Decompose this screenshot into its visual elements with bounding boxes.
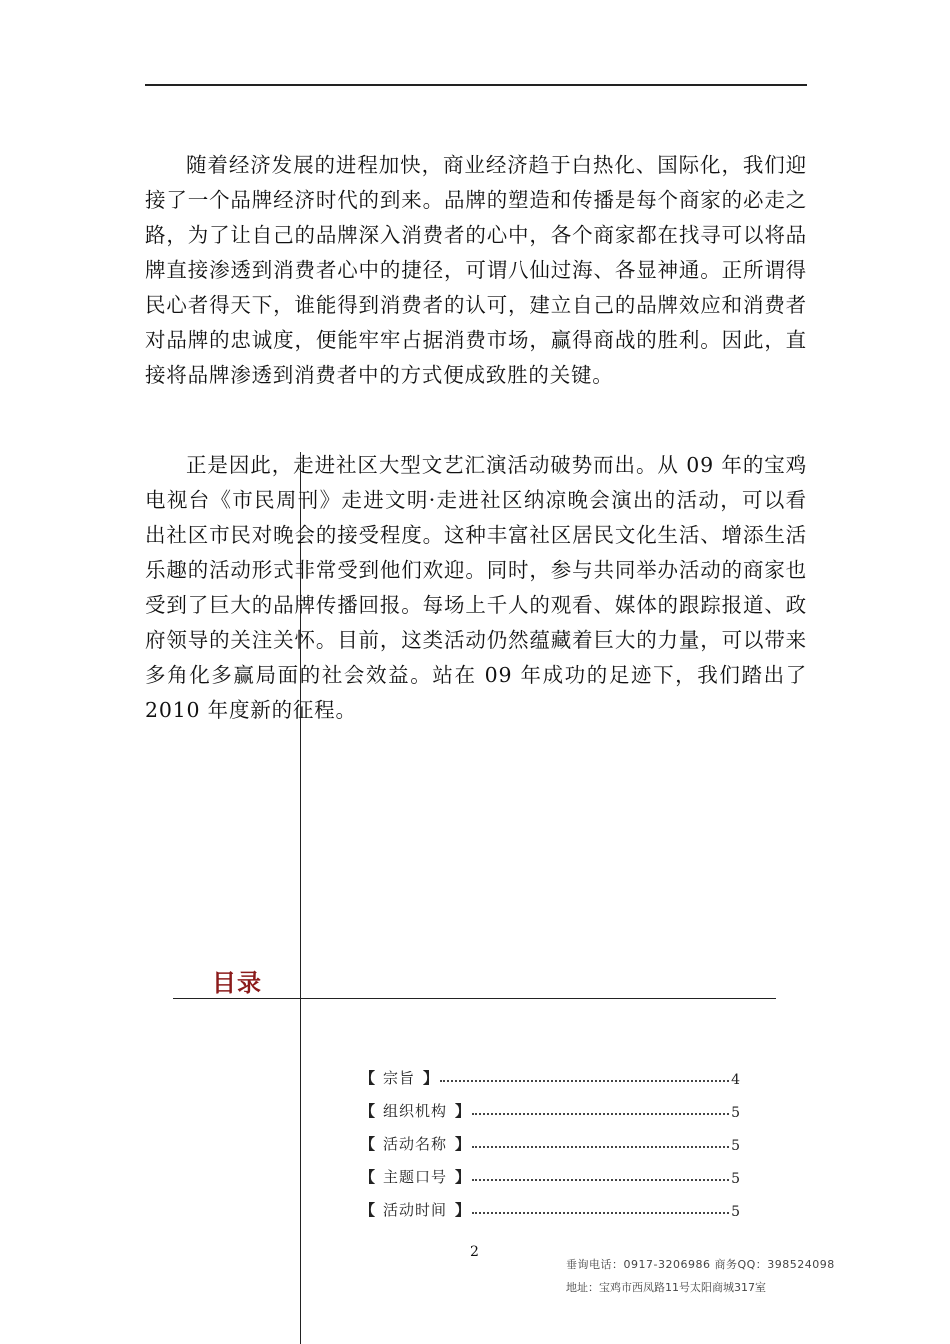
toc-item-purpose[interactable] [360,1055,740,1088]
toc-dot-leader [440,1080,729,1082]
toc-dot-leader [472,1212,729,1214]
toc-bracket-open: 【 [360,1201,376,1219]
toc-item-slogan[interactable] [360,1154,740,1187]
toc-title: 目录 [212,969,262,997]
toc-item-organization[interactable] [360,1088,740,1121]
toc-bracket-open: 【 [360,1069,376,1087]
toc-item-label: 活动名称 [383,1135,448,1153]
toc-bracket-open: 【 [360,1102,376,1120]
toc-bracket-close: 】 [455,1135,471,1153]
toc-item-page: 5 [731,1105,740,1121]
toc-dot-leader [472,1146,729,1148]
toc-bracket-open: 【 [360,1168,376,1186]
toc-item-label: 活动时间 [383,1201,448,1219]
activity-paragraph: 正是因此，走进社区大型文艺汇演活动破势而出。从 09 年的宝鸡电视台《市民周刊》走进文明·走进社区纳凉晚会演出的活动，可以看出社区市民对晚会的接受程度。这种丰富社区居民文化生活、增添生活乐趣的活动形式非常受到他们欢迎。同时，参与共同举办活动的商家也受到了巨大的品牌传播回报。每场上千人的观看、媒体的跟踪报道、政府领导的关注关怀。目前，这类活动仍然蕴藏着巨大的力量，可以带来多角化多赢局面的社会效益。站在 09 年成功的足迹下，我们踏出了 2010 年度新的征程。 [145,453,807,722]
footer-contact-phone: 垂询电话：0917-3206986 商务QQ：398524098 [566,1258,835,1271]
toc-item-page: 5 [731,1138,740,1154]
toc-item-label: 宗旨 [383,1069,416,1087]
header-rule [145,84,807,86]
toc-dot-leader [472,1113,729,1115]
toc-bracket-close: 】 [423,1069,439,1087]
toc-bracket-open: 【 [360,1135,376,1153]
toc-item-label: 组织机构 [383,1102,448,1120]
toc-item-page: 4 [731,1072,740,1088]
page-number: 2 [470,1244,479,1260]
toc-bracket-close: 】 [455,1201,471,1219]
toc-rule [173,998,776,999]
toc-item-label: 主题口号 [383,1168,448,1186]
footer-address: 地址：宝鸡市西凤路11号太阳商城317室 [566,1281,766,1294]
intro-paragraph: 随着经济发展的进程加快，商业经济趋于白热化、国际化，我们迎接了一个品牌经济时代的到来。品牌的塑造和传播是每个商家的必走之路，为了让自己的品牌深入消费者的心中，各个商家都在找寻可以将品牌直接渗透到消费者心中的捷径，可谓八仙过海、各显神通。正所谓得民心者得天下，谁能得到消费者的认可，建立自己的品牌效应和消费者对品牌的忠诚度，便能牢牢占据消费市场，赢得商战的胜利。因此，直接将品牌渗透到消费者中的方式便成致胜的关键。 [145,153,807,387]
toc-item-page: 5 [731,1171,740,1187]
table-of-contents [360,1055,740,1220]
toc-item-activity-time[interactable] [360,1187,740,1220]
toc-dot-leader [472,1179,729,1181]
toc-bracket-close: 】 [455,1168,471,1186]
toc-bracket-close: 】 [455,1102,471,1120]
toc-item-activity-name[interactable] [360,1121,740,1154]
toc-item-page: 5 [731,1204,740,1220]
